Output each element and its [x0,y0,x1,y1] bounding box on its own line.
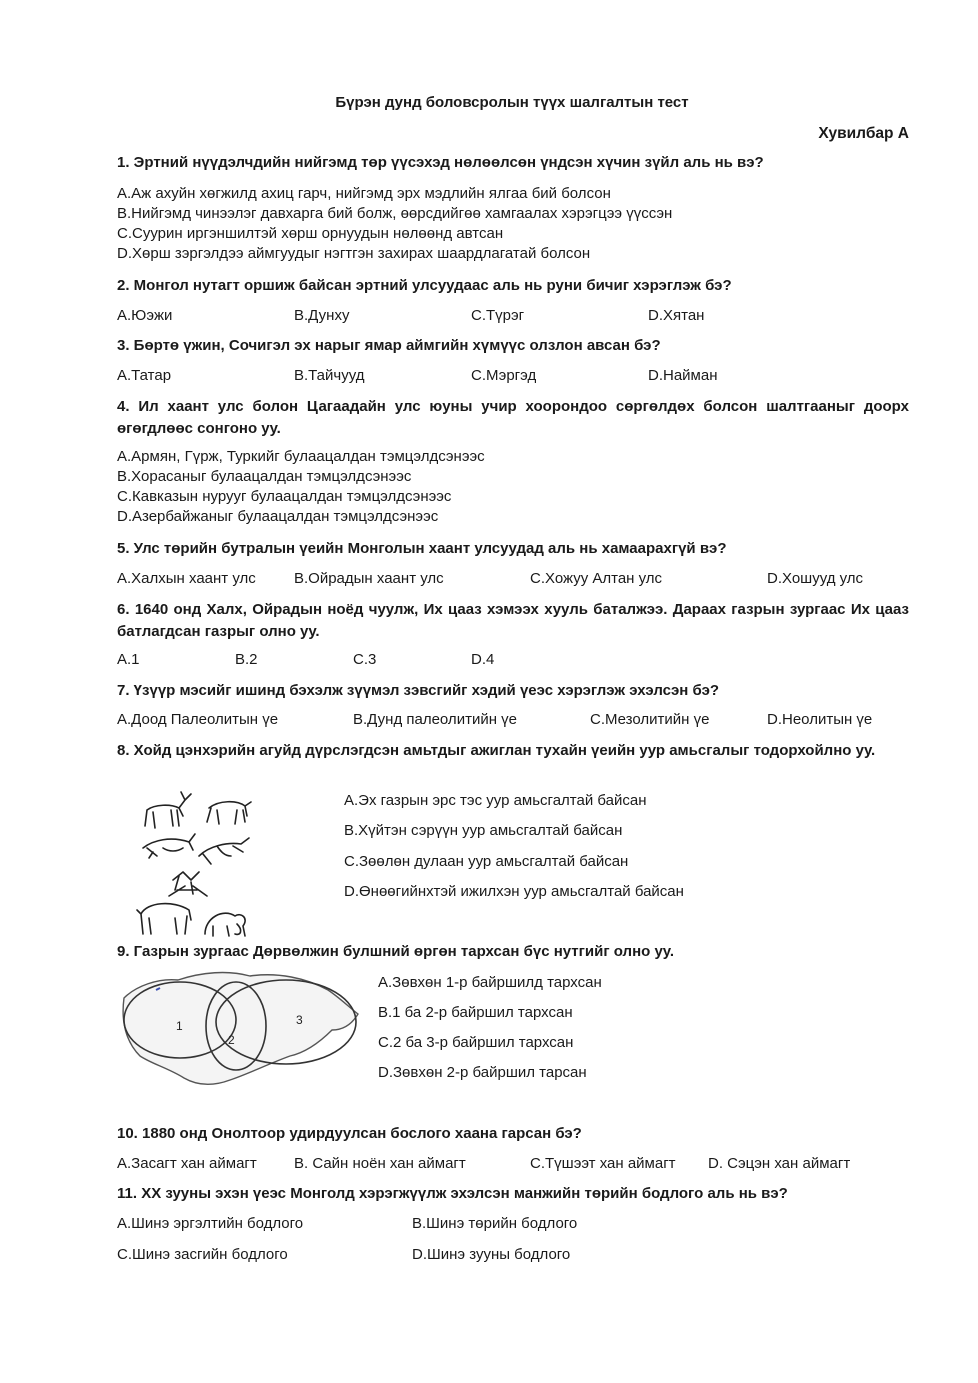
map-label-2: 2 [228,1033,235,1047]
q9-option-c[interactable]: C.2 ба 3-р байршил тархсан [378,1034,574,1051]
q9-option-b[interactable]: B.1 ба 2-р байршил тархсан [378,1004,573,1021]
q6-option-c[interactable]: C.3 [353,651,377,668]
q4-option-a[interactable]: A.Армян, Гүрж, Туркийг булаацалдан тэмцэлдсэнээс [117,448,485,465]
q3-option-c[interactable]: C.Мэргэд [471,367,537,384]
mongolia-map-figure [118,968,368,1093]
q9-option-a[interactable]: A.Зөвхөн 1-р байршилд тархсан [378,974,602,991]
q10-option-c[interactable]: C.Түшээт хан аймагт [530,1155,676,1172]
q8-option-c[interactable]: C.Зөөлөн дулаан уур амьсгалтай байсан [344,853,629,870]
q2-option-c[interactable]: C.Түрэг [471,307,525,324]
question-11: 11. XX зууны эхэн үеэс Монголд хэрэгжүүлж эхэлсэн манжийн төрийн бодлого аль нь вэ? [117,1185,788,1202]
q5-option-c[interactable]: C.Хожуу Алтан улс [530,570,663,587]
question-10: 10. 1880 онд Онолтоор удирдуулсан бослого хаана гарсан бэ? [117,1125,582,1142]
q3-option-b[interactable]: B.Тайчууд [294,367,365,384]
page-title: Бүрэн дунд боловсролын түүх шалгалтын тест [335,94,689,111]
question-1: 1. Эртний нүүдэлчдийн нийгэмд төр үүсэхэд нөлөөлсөн үндсэн хүчин зүйл аль нь вэ? [117,154,764,171]
cave-animal-drawings-figure [133,786,263,941]
q11-option-d[interactable]: D.Шинэ зууны бодлого [412,1246,571,1263]
q4-option-b[interactable]: B.Хорасаныг булаацалдан тэмцэлдсэнээс [117,468,412,485]
q10-option-a[interactable]: A.Засагт хан аймагт [117,1155,257,1172]
q4-option-c[interactable]: C.Кавказын нурууг булаацалдан тэмцэлдсэнээс [117,488,452,505]
q1-option-b[interactable]: B.Нийгэмд чинээлэг давхарга бий болж, өөрсдийгөө хамгаалах хэрэгцээ үүссэн [117,205,673,222]
q2-option-d[interactable]: D.Хятан [648,307,705,324]
q6-option-a[interactable]: A.1 [117,651,140,668]
q7-option-c[interactable]: C.Мезолитийн үе [590,711,710,728]
q8-option-b[interactable]: B.Хүйтэн сэрүүн уур амьсгалтай байсан [344,822,623,839]
q1-option-d[interactable]: D.Хөрш зэргэлдээ аймгуудыг нэгтгэн захирах шаардлагатай болсон [117,245,591,262]
q11-option-c[interactable]: C.Шинэ засгийн бодлого [117,1246,288,1263]
q8-option-a[interactable]: A.Эх газрын эрс тэс уур амьсгалтай байсан [344,792,647,809]
q5-option-d[interactable]: D.Хошууд улс [767,570,864,587]
q4-option-d[interactable]: D.Азербайжаныг булаацалдан тэмцэлдсэнээс [117,508,439,525]
variant-label: Хувилбар А [818,125,909,142]
q10-option-d[interactable]: D. Сэцэн хан аймагт [708,1155,851,1172]
q9-option-d[interactable]: D.Зөвхөн 2-р байршил тарсан [378,1064,587,1081]
q8-option-d[interactable]: D.Өнөөгийнхтэй ижилхэн уур амьсгалтай байсан [344,883,684,900]
q2-option-b[interactable]: B.Дунху [294,307,350,324]
q11-option-b[interactable]: B.Шинэ төрийн бодлого [412,1215,578,1232]
q11-option-a[interactable]: A.Шинэ эргэлтийн бодлого [117,1215,304,1232]
q7-option-a[interactable]: A.Доод Палеолитын үе [117,711,279,728]
q5-option-a[interactable]: A.Халхын хаант улс [117,570,256,587]
question-9: 9. Газрын зургаас Дөрвөлжин булшний өргөн тархсан бүс нутгийг олно уу. [117,943,674,960]
map-label-3: 3 [296,1013,303,1027]
q6-option-b[interactable]: B.2 [235,651,258,668]
q10-option-b[interactable]: B. Сайн ноён хан аймагт [294,1155,466,1172]
question-2: 2. Монгол нутагт оршиж байсан эртний улсуудаас аль нь руни бичиг хэрэглэж бэ? [117,277,732,294]
question-8: 8. Хойд цэнхэрийн агуйд дүрслэгдсэн амьтдыг ажиглан тухайн үеийн уур амьсгалыг тодорхойлно уу. [117,742,876,759]
q1-option-c[interactable]: C.Суурин иргэншилтэй хөрш орнуудын нөлөөнд автсан [117,225,504,242]
question-4: 4. Ил хаант улс болон Цагаадайн улс юуны учир хоорондоо сөргөлдөх болсон шалтгааныг доорх өгөгдлөөс сонгоно уу. [117,398,909,437]
question-3: 3. Бөртө үжин, Сочигэл эх нарыг ямар аймгийн хүмүүс олзлон авсан бэ? [117,337,661,354]
q2-option-a[interactable]: A.Юэжи [117,307,173,324]
q7-option-b[interactable]: B.Дунд палеолитийн үе [353,711,517,728]
question-6: 6. 1640 онд Халх, Ойрадын ноёд чуулж, Их цааз хэмээх хууль баталжээ. Дараах газрын зургаас Их цааз батлагдсан газрыг олно уу. [117,601,909,640]
question-7: 7. Үзүүр мэсийг ишинд бэхэлж зүүмэл зэвсгийг хэдий үеэс хэрэглэж эхэлсэн бэ? [117,682,720,699]
q5-option-b[interactable]: B.Ойрадын хаант улс [294,570,444,587]
q1-option-a[interactable]: A.Аж ахуйн хөгжилд ахиц гарч, нийгэмд эрх мэдлийн ялгаа бий болсон [117,185,611,202]
map-label-1: 1 [176,1019,183,1033]
q6-option-d[interactable]: D.4 [471,651,495,668]
q7-option-d[interactable]: D.Неолитын үе [767,711,873,728]
q3-option-a[interactable]: A.Татар [117,367,172,384]
question-5: 5. Улс төрийн бутралын үеийн Монголын хаант улсуудад аль нь хамаарахгүй вэ? [117,540,727,557]
q3-option-d[interactable]: D.Найман [648,367,718,384]
